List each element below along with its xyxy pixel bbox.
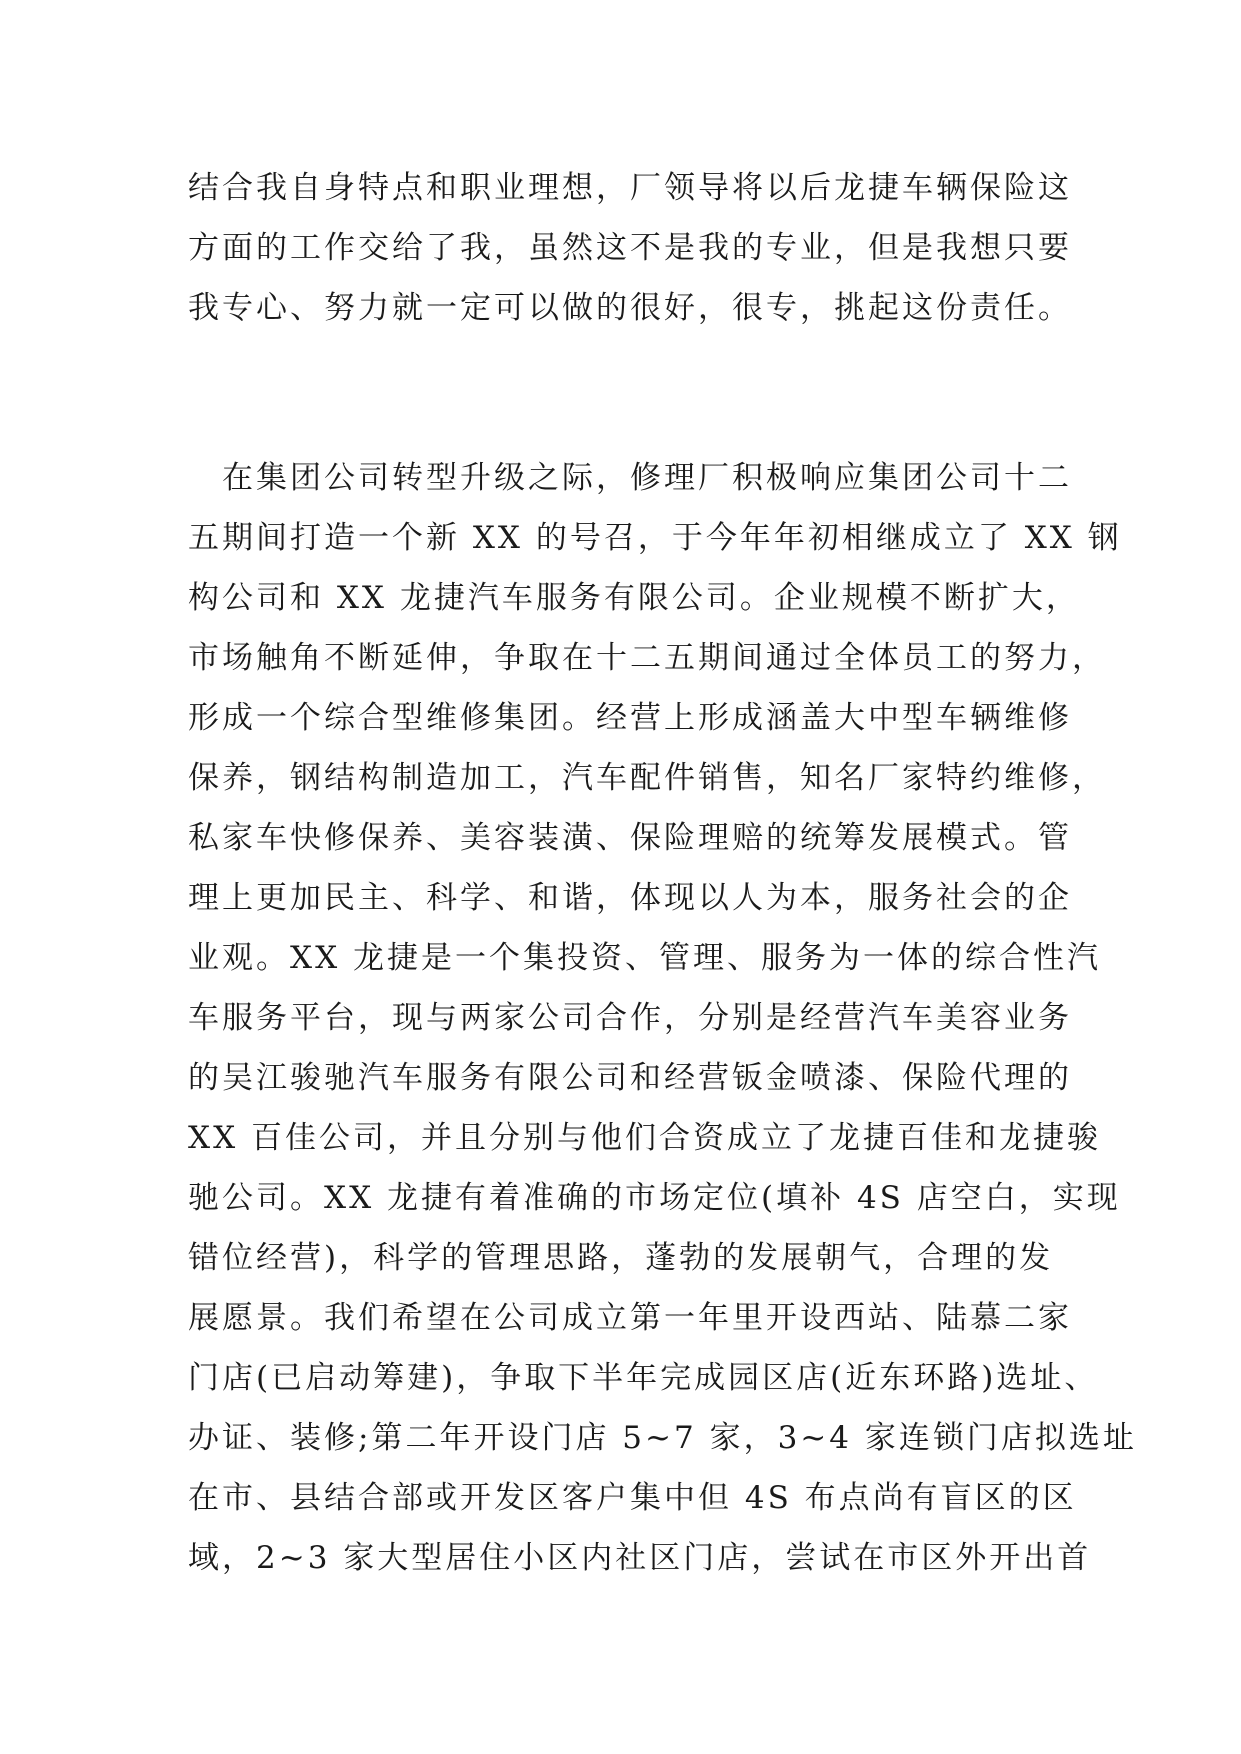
text-line: 保养，钢结构制造加工，汽车配件销售，知名厂家特约维修， xyxy=(188,760,1106,796)
paragraph-1 xyxy=(188,158,1072,338)
text-line: 形成一个综合型维修集团。经营上形成涵盖大中型车辆维修 xyxy=(188,700,1072,736)
text-line: 业观。XX 龙捷是一个集投资、管理、服务为一体的综合性汽 xyxy=(188,940,1101,976)
text-line: 域，2~3 家大型居住小区内社区门店，尝试在市区外开出首 xyxy=(188,1540,1092,1576)
text-line: 门店(已启动筹建)，争取下半年完成园区店(近东环路)选址、 xyxy=(188,1360,1099,1396)
text-line: 结合我自身特点和职业理想，厂领导将以后龙捷车辆保险这 xyxy=(188,170,1072,206)
text-line: 市场触角不断延伸，争取在十二五期间通过全体员工的努力， xyxy=(188,640,1106,676)
text-line: 办证、装修;第二年开设门店 5~7 家，3~4 家连锁门店拟选址 xyxy=(188,1420,1137,1456)
text-line: 展愿景。我们希望在公司成立第一年里开设西站、陆慕二家 xyxy=(188,1300,1072,1336)
text-line: 车服务平台，现与两家公司合作，分别是经营汽车美容业务 xyxy=(188,1000,1072,1036)
text-line: 私家车快修保养、美容装潢、保险理赔的统筹发展模式。管 xyxy=(188,820,1072,856)
text-line: 我专心、努力就一定可以做的很好，很专，挑起这份责任。 xyxy=(188,290,1072,326)
text-line: 方面的工作交给了我，虽然这不是我的专业，但是我想只要 xyxy=(188,230,1072,266)
text-line: 的吴江骏驰汽车服务有限公司和经营钣金喷漆、保险代理的 xyxy=(188,1060,1072,1096)
text-line: 驰公司。XX 龙捷有着准确的市场定位(填补 4S 店空白，实现 xyxy=(188,1180,1121,1216)
text-line: 五期间打造一个新 XX 的号召，于今年年初相继成立了 XX 钢 xyxy=(188,520,1122,556)
text-line: 在市、县结合部或开发区客户集中但 4S 布点尚有盲区的区 xyxy=(188,1480,1077,1516)
paragraph-2 xyxy=(188,448,1137,1588)
text-line: 在集团公司转型升级之际，修理厂积极响应集团公司十二 xyxy=(188,460,1072,496)
text-line: 理上更加民主、科学、和谐，体现以人为本，服务社会的企 xyxy=(188,880,1072,916)
text-line: XX 百佳公司，并且分别与他们合资成立了龙捷百佳和龙捷骏 xyxy=(188,1120,1101,1156)
text-line: 错位经营)，科学的管理思路，蓬勃的发展朝气，合理的发 xyxy=(188,1240,1054,1276)
text-line: 构公司和 XX 龙捷汽车服务有限公司。企业规模不断扩大， xyxy=(188,580,1080,616)
